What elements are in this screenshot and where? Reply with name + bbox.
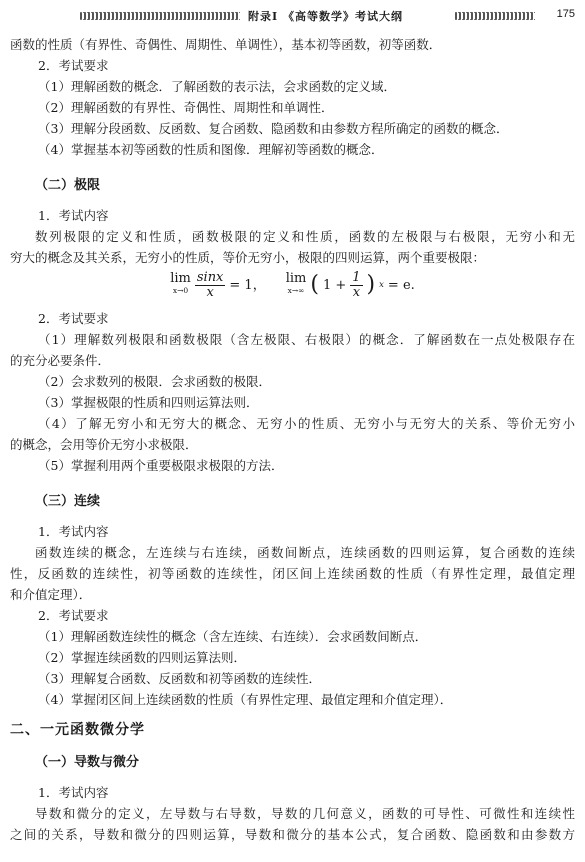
header-title: 附录Ⅰ 《高等数学》考试大纲 bbox=[248, 10, 403, 23]
requirement-item: （3）理解分段函数、反函数、复合函数、隐函数和由参数方程所确定的函数的概念． bbox=[38, 121, 509, 136]
requirement-item: （1）理解函数连续性的概念（含左连续、右连续）．会求函数间断点． bbox=[38, 629, 428, 644]
requirement-item: （1）理解函数的概念．了解函数的表示法，会求函数的定义域． bbox=[38, 79, 396, 94]
subheading: 2．考试要求 bbox=[38, 58, 109, 73]
requirement-item: （5）掌握利用两个重要极限求极限的方法． bbox=[38, 458, 284, 473]
subheading: 2．考试要求 bbox=[38, 311, 109, 326]
subheading: 1．考试内容 bbox=[38, 524, 109, 539]
denominator: x bbox=[352, 284, 361, 300]
lim-subscript: x→0 bbox=[172, 286, 189, 295]
text-line: 的充分必要条件． bbox=[10, 353, 111, 368]
running-header bbox=[80, 8, 575, 26]
lim-label: lim bbox=[285, 271, 307, 286]
text-line: 之间的关系，导数和微分的四则运算，导数和微分的基本公式，复合函数、隐函数和由参数方 bbox=[10, 827, 575, 842]
limit-operator bbox=[286, 273, 307, 297]
section-heading-derivatives: （一）导数与微分 bbox=[35, 754, 140, 769]
limit-operator bbox=[170, 273, 191, 297]
chapter-heading: 二、一元函数微分学 bbox=[10, 722, 145, 738]
one-plus: 1 + bbox=[322, 277, 347, 293]
text-line: 的概念，会用等价无穷小求极限． bbox=[10, 437, 198, 452]
section-heading-limits: （二）极限 bbox=[35, 177, 101, 192]
equals-e: = e. bbox=[387, 277, 415, 293]
header-rule-left bbox=[80, 12, 240, 20]
lim-subscript: x→∞ bbox=[287, 286, 305, 295]
header-rule-right bbox=[455, 12, 535, 20]
page-content bbox=[10, 34, 575, 845]
numerator: 1 bbox=[352, 269, 361, 285]
fraction bbox=[350, 271, 362, 300]
subheading: 1．考试内容 bbox=[38, 785, 109, 800]
requirement-item: （4）掌握基本初等函数的性质和图像．理解初等函数的概念． bbox=[38, 142, 384, 157]
denominator: x bbox=[206, 284, 214, 300]
section-heading-continuity: （三）连续 bbox=[35, 493, 101, 508]
exponent: x bbox=[379, 279, 384, 290]
page-number: 175 bbox=[556, 8, 575, 20]
subheading: 1．考试内容 bbox=[38, 208, 109, 223]
text-line: 数列极限的定义和性质，函数极限的定义和性质，函数的左极限与右极限，无穷小和无 bbox=[35, 229, 575, 244]
numerator: sinx bbox=[196, 269, 224, 285]
requirement-item: （2）掌握连续函数的四则运算法则． bbox=[38, 650, 246, 665]
right-paren: ) bbox=[366, 272, 376, 297]
requirement-item: （3）掌握极限的性质和四则运算法则． bbox=[38, 395, 259, 410]
text-line: 和介值定理）． bbox=[10, 587, 92, 602]
text-line: 性，反函数的连续性，初等函数的连续性，闭区间上连续函数的性质（有界性定理，最值定理 bbox=[10, 566, 575, 581]
requirement-item: （2）理解函数的有界性、奇偶性、周期性和单调性． bbox=[38, 100, 334, 115]
formula-limits bbox=[170, 271, 415, 300]
fraction bbox=[195, 271, 226, 300]
left-paren: ( bbox=[310, 272, 319, 297]
requirement-item: （4）了解无穷小和无穷大的概念、无穷小的性质、无穷小与无穷大的关系、等价无穷小 bbox=[38, 416, 575, 431]
lim-label: lim bbox=[170, 271, 191, 286]
text-line: 函数连续的概念，左连续与右连续，函数间断点，连续函数的四则运算，复合函数的连续 bbox=[35, 545, 575, 560]
requirement-item: （4）掌握闭区间上连续函数的性质（有界性定理、最值定理和介值定理）． bbox=[38, 692, 453, 707]
equals-one: = 1， bbox=[229, 277, 266, 293]
text-line: 函数的性质（有界性、奇偶性、周期性、单调性），基本初等函数，初等函数． bbox=[10, 37, 442, 52]
subheading: 2．考试要求 bbox=[38, 608, 109, 623]
text-line: 穷大的概念及其关系，无穷小的性质，等价无穷小，极限的四则运算，两个重要极限： bbox=[10, 250, 486, 265]
requirement-item: （3）理解复合函数、反函数和初等函数的连续性． bbox=[38, 671, 321, 686]
requirement-item: （1）理解数列极限和函数极限（含左极限、右极限）的概念．了解函数在一点处极限存在 bbox=[38, 332, 575, 347]
requirement-item: （2）会求数列的极限．会求函数的极限． bbox=[38, 374, 271, 389]
text-line: 导数和微分的定义，左导数与右导数，导数的几何意义，函数的可导性、可微性和连续性 bbox=[35, 806, 575, 821]
formula-block bbox=[10, 268, 575, 308]
